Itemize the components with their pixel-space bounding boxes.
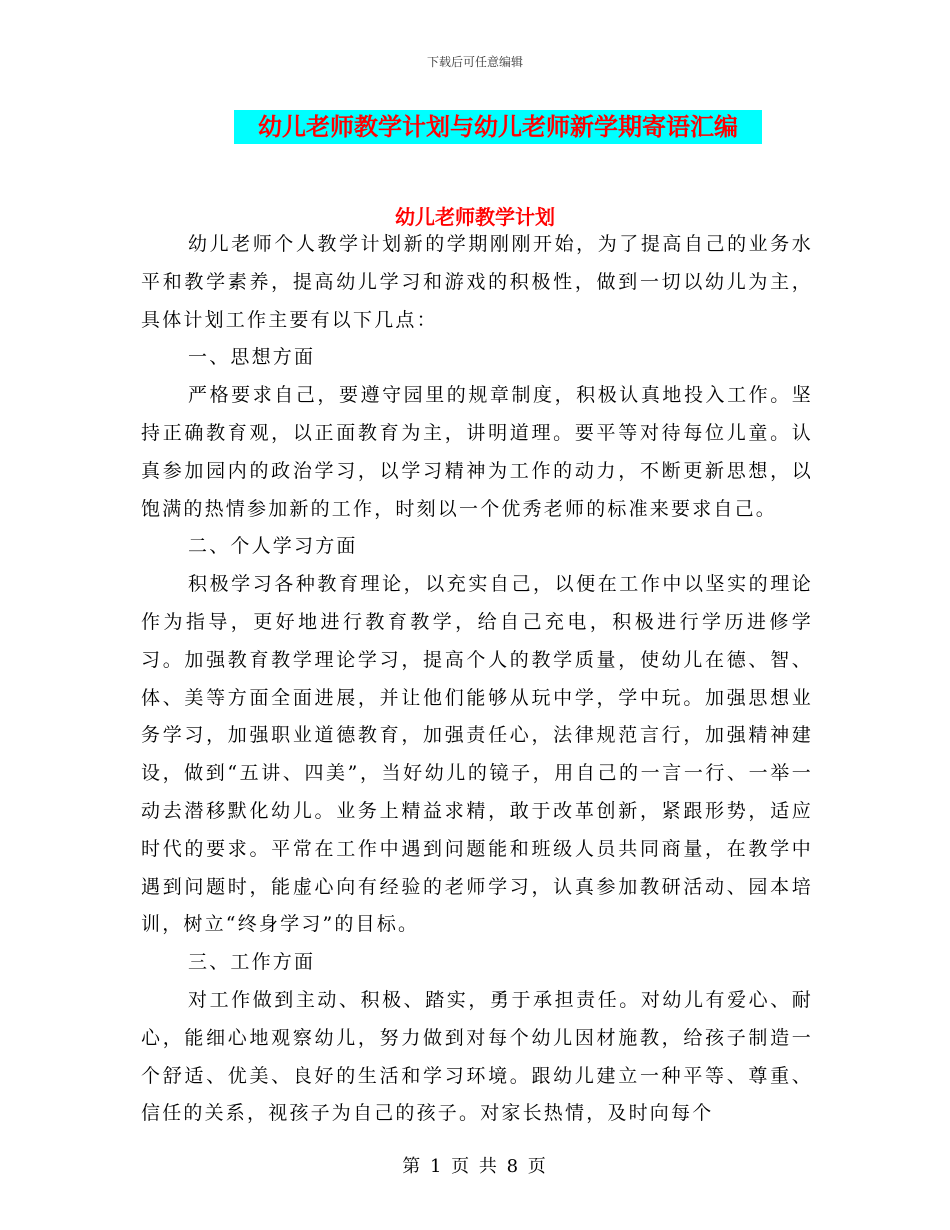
page-header-note: 下载后可任意编辑: [426, 55, 523, 69]
section-title: 幼儿老师教学计划: [395, 205, 555, 229]
paragraph-thought: 严格要求自己，要遵守园里的规章制度，积极认真地投入工作。坚持正确教育观，以正面教育为主，讲明道理。要平等对待每位儿童。认真参加园内的政治学习，以学习精神为工作的动力，不断更新思想，以饱满的热情参加新的工作，时刻以一个优秀老师的标准来要求自己。: [141, 384, 813, 520]
heading-work: 三、工作方面: [188, 951, 316, 974]
heading-thought: 一、思想方面: [188, 346, 316, 369]
paragraph-personal-study: 积极学习各种教育理论，以充实自己，以便在工作中以坚实的理论作为指导，更好地进行教育教学，给自己充电，积极进行学历进修学习。加强教育教学理论学习，提高个人的教学质量，使幼儿在德、智、体、美等方面全面进展，并让他们能够从玩中学，学中玩。加强思想业务学习，加强职业道德教育，加强责任心，法律规范言行，加强精神建设，做到“五讲、四美”，当好幼儿的镜子，用自己的一言一行、一举一动去潜移默化幼儿。业务上精益求精，敢于改革创新，紧跟形势，适应时代的要求。平常在工作中遇到问题能和班级人员共同商量，在教学中遇到问题时，能虚心向有经验的老师学习，认真参加教研活动、园本培训，树立“终身学习”的目标。: [141, 573, 813, 936]
paragraph-intro: 幼儿老师个人教学计划新的学期刚刚开始，为了提高自己的业务水平和教学素养，提高幼儿学习和游戏的积极性，做到一切以幼儿为主，具体计划工作主要有以下几点：: [141, 233, 813, 331]
page-footer: 第 1 页 共 8 页: [402, 1156, 548, 1177]
document-body: [141, 226, 813, 1133]
document-title: 幼儿老师教学计划与幼儿老师新学期寄语汇编: [234, 110, 762, 144]
heading-personal-study: 二、个人学习方面: [188, 535, 358, 558]
paragraph-work: 对工作做到主动、积极、踏实，勇于承担责任。对幼儿有爱心、耐心，能细心地观察幼儿，努力做到对每个幼儿因材施教，给孩子制造一个舒适、优美、良好的生活和学习环境。跟幼儿建立一种平等、尊重、信任的关系，视孩子为自己的孩子。对家长热情，及时向每个: [141, 988, 813, 1125]
